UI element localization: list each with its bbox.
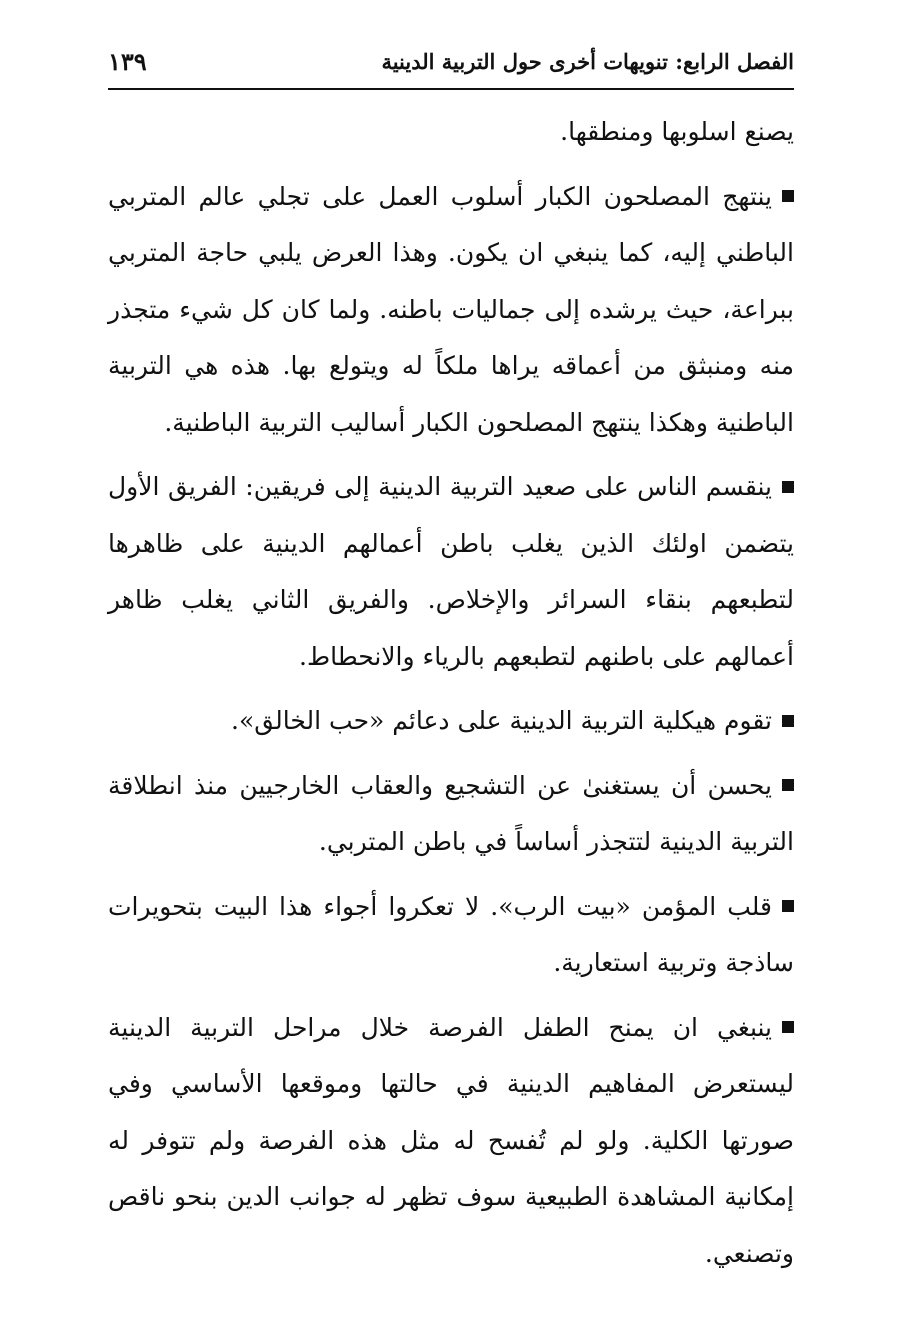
chapter-title: الفصل الرابع: تنويهات أخرى حول التربية الدينية [381, 49, 794, 74]
square-bullet-icon [782, 481, 794, 493]
header-rule [108, 88, 794, 90]
paragraph-text: ينبغي ان يمنح الطفل الفرصة خلال مراحل التربية الدينية ليستعرض المفاهيم الدينية في حالتها وموقعها الأساسي وفي صورتها الكلية. ولو لم تُفسح له مثل هذه الفرصة ولم تتوفر له إمكانية المشاهدة الطبيعية سوف تظهر له جوانب الدين بنحو ناقص وتصنعي. [108, 1012, 794, 1268]
square-bullet-icon [782, 715, 794, 727]
paragraph-text: قلب المؤمن «بيت الرب». لا تعكروا أجواء هذا البيت بتحويرات ساذجة وتربية استعارية. [108, 891, 794, 977]
square-bullet-icon [782, 1021, 794, 1033]
book-page [108, 40, 794, 1290]
paragraph-text: يصنع اسلوبها ومنطقها. [560, 117, 794, 146]
square-bullet-icon [782, 190, 794, 202]
bullet-paragraph [108, 693, 794, 750]
paragraph-text: ينتهج المصلحون الكبار أسلوب العمل على تجلي عالم المتربي الباطني إليه، كما ينبغي ان يكون. وهذا العرض يلبي حاجة المتربي ببراعة، حيث يرشده إلى جماليات باطنه. ولما كان كل شيء متجذر منه ومنبثق من أعماقه يراها ملكاً له ويتولع بها. هذه هي التربية الباطنية وهكذا ينتهج المصلحون الكبار أساليب التربية الباطنية. [108, 181, 794, 437]
bullet-paragraph [108, 1000, 794, 1283]
paragraph-text: تقوم هيكلية التربية الدينية على دعائم «حب الخالق». [231, 706, 772, 735]
square-bullet-icon [782, 900, 794, 912]
paragraph-continuation [108, 104, 794, 161]
paragraph-text: يحسن أن يستغنىٰ عن التشجيع والعقاب الخارجيين منذ انطلاقة التربية الدينية لتتجذر أساساً في باطن المتربي. [108, 770, 794, 856]
page-number: ١٣٩ [108, 47, 147, 76]
bullet-paragraph [108, 758, 794, 871]
bullet-paragraph [108, 459, 794, 685]
square-bullet-icon [782, 779, 794, 791]
bullet-paragraph [108, 169, 794, 452]
body-text [108, 104, 794, 1282]
running-head [108, 40, 794, 84]
bullet-paragraph [108, 879, 794, 992]
paragraph-text: ينقسم الناس على صعيد التربية الدينية إلى فريقين: الفريق الأول يتضمن اولئك الذين يغلب باطن أعمالهم الدينية على ظاهرها لتطبعهم بنقاء السرائر والإخلاص. والفريق الثاني يغلب ظاهر أعمالهم على باطنهم لتطبعهم بالرياء والانحطاط. [108, 472, 794, 671]
